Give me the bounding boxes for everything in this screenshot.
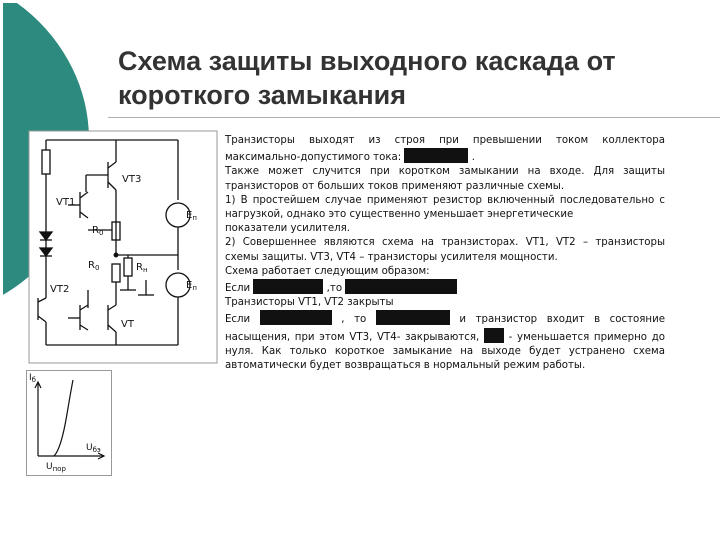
redacted-formula (260, 310, 332, 325)
redacted-formula (345, 279, 457, 294)
paragraph-3b: показатели усилителя. (225, 223, 350, 235)
description-text (225, 134, 665, 373)
paragraph-8: Если , то и транзистор входит в состояние насыщения, при этом VT3, VT4- закрываются, - уменьшается примерно до нуля. Как только короткое замыкание на выходе будет устранено схема автоматически будет возвращаться в нормальный режим работы. (225, 310, 665, 373)
label-r0-bottom: $R_0$ (88, 260, 100, 272)
redacted-formula (253, 279, 323, 294)
redacted-formula (376, 310, 450, 325)
label-e-top: $E_п$ (186, 210, 197, 222)
redacted-formula (404, 148, 468, 163)
title-divider (108, 117, 720, 118)
iv-characteristic-graph (26, 370, 112, 476)
paragraph-5: Схема работает следующим образом: (225, 265, 430, 277)
title-line-2: короткого замыкания (118, 80, 407, 110)
graph-threshold-label: $U_{пор}$ (46, 462, 66, 473)
label-vt1: VT1 (56, 197, 76, 208)
redacted-formula (484, 328, 504, 343)
paragraph-7: Транзисторы VT1, VT2 закрыты (225, 297, 394, 309)
graph-y-label: $I_б$ (29, 373, 36, 384)
paragraph-6: Если ,то (225, 279, 665, 296)
paragraph-2: Также может случится при коротком замыкании на входе. Для защиты транзисторов от больших токов применяют различные схемы. (225, 166, 665, 192)
slide-title (118, 44, 718, 112)
label-rn: $R_н$ (136, 262, 148, 274)
label-vt3: VT3 (122, 174, 142, 185)
paragraph-3: 1) В простейшем случае применяют резистор включенный последовательно с нагрузкой, однако это существенно уменьшает энергетические (225, 194, 665, 221)
label-r0-top: $R_0$ (92, 225, 104, 237)
paragraph-4: 2) Совершеннее являются схема на транзисторах. VT1, VT2 – транзисторы схемы защиты. VT3, VT4 – транзисторы усилителя мощности. (225, 237, 665, 263)
label-vt2: VT2 (50, 284, 70, 295)
label-e-bottom: $E_п$ (186, 280, 197, 292)
paragraph-1: Транзисторы выходят из строя при превышении током коллектора максимально-допустимого тока: . (225, 135, 665, 164)
title-line-1: Схема защиты выходного каскада от (118, 46, 616, 76)
graph-x-label: $U_{бэ}$ (86, 443, 101, 454)
label-vt4: VT (121, 319, 134, 330)
circuit-diagram (28, 130, 218, 365)
